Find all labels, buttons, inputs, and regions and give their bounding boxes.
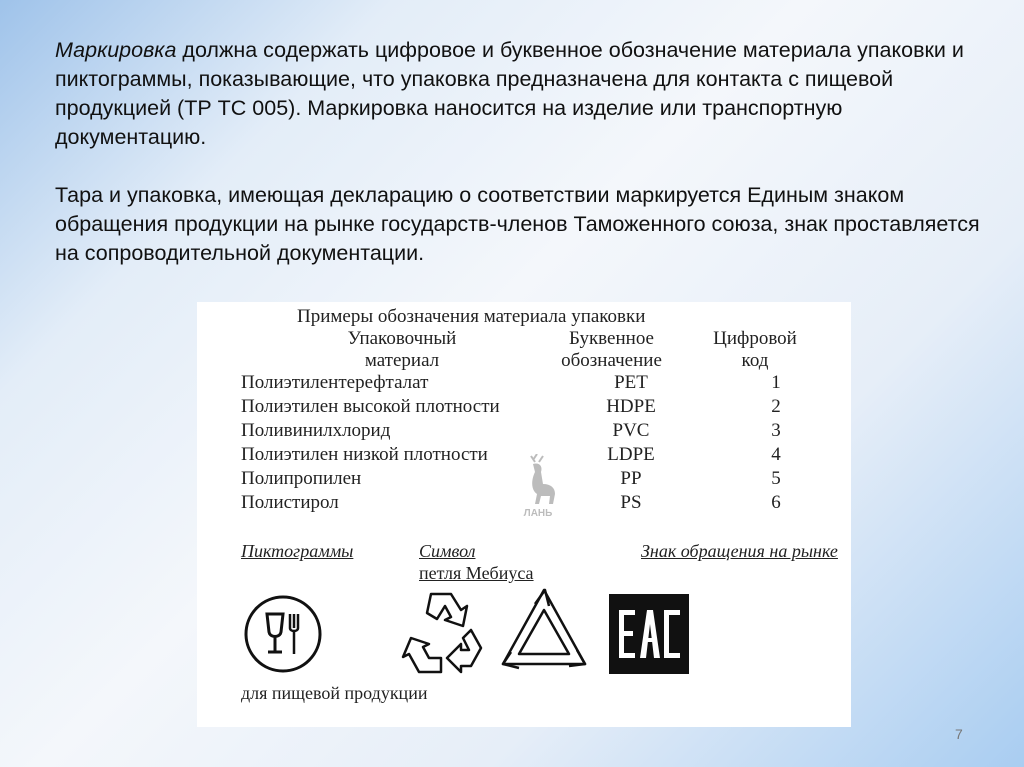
- header-letter-code: Буквенное обозначение: [561, 328, 662, 371]
- material-code: 2: [771, 396, 781, 417]
- material-name: Полиэтилентерефталат: [241, 372, 429, 393]
- material-abbr: HDPE: [606, 396, 656, 417]
- moebius-label: [419, 540, 534, 584]
- market-sign-label: Знак обращения на рынке: [641, 541, 838, 561]
- material-abbr: PP: [620, 468, 642, 489]
- slide-text: [55, 36, 985, 268]
- table-row: [241, 396, 821, 420]
- moebius-loop-icon: [497, 586, 591, 678]
- eac-mark-icon: [609, 594, 689, 674]
- material-code: 5: [771, 468, 781, 489]
- paragraph-2: Тара и упаковка, имеющая декларацию о соответствии маркируется Единым знаком обращения продукции на рынке государств-членов Таможенного союза, знак проставляется на сопроводительной документации.: [55, 183, 980, 265]
- paragraph-1: [55, 36, 985, 152]
- material-code: 1: [771, 372, 781, 393]
- material-name: Полиэтилен высокой плотности: [241, 396, 500, 417]
- material-name: Полистирол: [241, 492, 339, 513]
- material-code: 6: [771, 492, 781, 513]
- deer-watermark-icon: [513, 454, 563, 520]
- page-number: 7: [955, 726, 963, 742]
- material-abbr: LDPE: [607, 444, 655, 465]
- table-row: [241, 420, 821, 444]
- recycling-arrows-icon: [401, 586, 497, 678]
- material-abbr: PVC: [612, 420, 650, 441]
- food-pictogram-caption: для пищевой продукции: [241, 683, 428, 703]
- pictograms-label: Пиктограммы: [241, 541, 354, 561]
- moebius-label-line1: Символ: [419, 541, 476, 561]
- material-name: Полиэтилен низкой плотности: [241, 444, 488, 465]
- glass-fork-icon: [243, 594, 323, 674]
- watermark-text: ЛАНЬ: [523, 508, 553, 519]
- packaging-marking-figure: [197, 302, 851, 727]
- material-name: Поливинилхлорид: [241, 420, 391, 441]
- material-code: 3: [771, 420, 781, 441]
- material-code: 4: [771, 444, 781, 465]
- table-row: [241, 372, 821, 396]
- header-material: Упаковочный материал: [347, 328, 457, 371]
- figure-title: Примеры обозначения материала упаковки: [297, 306, 646, 327]
- moebius-label-line2: петля Мебиуса: [419, 563, 534, 583]
- header-digit-code: Цифровой код: [713, 328, 797, 371]
- eac-text: EAC: [649, 671, 653, 673]
- paragraph-1-body: должна содержать цифровое и буквенное обозначение материала упаковки и пиктограммы, показывающие, что упаковка предназначена для контакта с пищевой продукцией (ТР ТС 005). Маркировка наносится на изделие или транспортную документацию.: [55, 38, 964, 149]
- paragraph-1-lead: Маркировка: [55, 38, 177, 62]
- material-name: Полипропилен: [241, 468, 362, 489]
- material-abbr: PET: [614, 372, 648, 393]
- material-abbr: PS: [620, 492, 642, 513]
